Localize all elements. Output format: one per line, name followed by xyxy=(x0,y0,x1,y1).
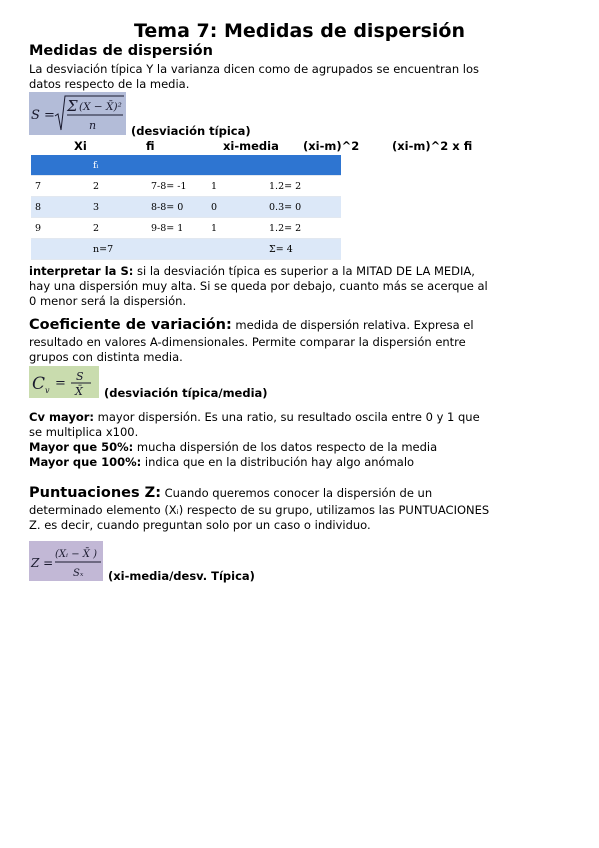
formula-label-cv: (desviación típica/media) xyxy=(104,386,268,400)
cv-formula-image xyxy=(29,366,99,398)
std-deviation-formula-image xyxy=(29,92,126,135)
table-cell: 3 xyxy=(89,197,147,218)
formula-label-std-deviation: (desviación típica) xyxy=(131,124,251,138)
z-scores-paragraph xyxy=(29,486,432,502)
table-cell: 2 xyxy=(89,176,147,197)
cv-greater-label: Cv mayor: xyxy=(29,410,94,424)
table-cell: 2 xyxy=(89,218,147,239)
table-cell: 1.2= 2 xyxy=(265,176,341,197)
table-row xyxy=(31,218,341,239)
table-header-row xyxy=(31,155,341,176)
interpretation-paragraph xyxy=(29,264,475,280)
svg-text:S: S xyxy=(76,370,84,383)
table-cell xyxy=(147,155,207,176)
z-formula-image xyxy=(29,541,103,581)
paragraph-line: 0 menor será la dispersión. xyxy=(29,294,187,308)
column-label-xi: Xi xyxy=(74,139,87,153)
section-heading-dispersion: Medidas de dispersión xyxy=(29,43,213,59)
table-cell: 7-8= -1 xyxy=(147,176,207,197)
table-cell: fᵢ xyxy=(89,155,147,176)
svg-text:S =: S = xyxy=(31,108,55,123)
paragraph-text: si la desviación típica es superior a la MITAD DE LA MEDIA, xyxy=(133,264,475,278)
svg-text:Σ: Σ xyxy=(67,97,78,115)
svg-text:(X − X̄)²: (X − X̄)² xyxy=(79,101,122,113)
column-label-fi: fi xyxy=(146,139,155,153)
paragraph-text: indica que en la distribución hay algo anómalo xyxy=(141,455,415,469)
svg-text:(Xᵢ − X̄ ): (Xᵢ − X̄ ) xyxy=(55,549,97,560)
table-cell: 0.3= 0 xyxy=(265,197,341,218)
paragraph-text: mayor dispersión. Es una ratio, su resultado oscila entre 0 y 1 que xyxy=(94,410,480,424)
paragraph-line: hay una dispersión muy alta. Si se queda por debajo, cuanto más se acerque al xyxy=(29,279,488,293)
svg-text:X̄: X̄ xyxy=(75,385,83,398)
paragraph-line: se multiplica x100. xyxy=(29,425,139,439)
table-cell xyxy=(265,155,341,176)
cv-intro-paragraph xyxy=(29,318,474,334)
frequency-table xyxy=(31,155,341,260)
table-cell: 8 xyxy=(31,197,89,218)
column-label-xi-m-squared: (xi-m)^2 xyxy=(303,139,360,153)
paragraph-line: La desviación típica Y la varianza dicen como de agrupados se encuentran los xyxy=(29,62,479,76)
page-title: Tema 7: Medidas de dispersión xyxy=(133,20,466,42)
paragraph-line: resultado en valores A-dimensionales. Permite comparar la dispersión entre xyxy=(29,335,466,349)
table-cell: 9 xyxy=(31,218,89,239)
column-label-xi-m-squared-fi: (xi-m)^2 x fi xyxy=(392,139,473,153)
table-cell: Σ= 4 xyxy=(265,239,341,260)
table-cell: 9-8= 1 xyxy=(147,218,207,239)
paragraph-line: grupos con distinta media. xyxy=(29,350,183,364)
paragraph-text: medida de dispersión relativa. Expresa el xyxy=(231,318,474,332)
cv-over-100-label: Mayor que 100%: xyxy=(29,455,142,469)
cv-formula-graphic xyxy=(29,366,99,398)
table-cell: 1 xyxy=(207,176,265,197)
svg-text:Z =: Z = xyxy=(31,556,54,570)
cv-greater-line xyxy=(29,410,480,426)
table-cell xyxy=(147,239,207,260)
table-cell: 8-8= 0 xyxy=(147,197,207,218)
table-row xyxy=(31,239,341,260)
svg-text:Sₓ: Sₓ xyxy=(73,568,84,579)
cv-over-50-line xyxy=(29,440,437,456)
table-row xyxy=(31,197,341,218)
table-cell xyxy=(31,239,89,260)
table-cell: 7 xyxy=(31,176,89,197)
std-deviation-formula-graphic xyxy=(29,92,126,135)
svg-text:C: C xyxy=(32,374,46,394)
paragraph-line: datos respecto de la media. xyxy=(29,77,190,91)
svg-text:n: n xyxy=(89,119,97,132)
paragraph-line: Z. es decir, cuando preguntan solo por un caso o individuo. xyxy=(29,518,371,532)
section-heading-z-scores: Puntuaciones Z: xyxy=(29,485,161,501)
paragraph-text: mucha dispersión de los datos respecto de la media xyxy=(133,440,438,454)
table-cell: n=7 xyxy=(89,239,147,260)
paragraph-line: determinado elemento (Xᵢ) respecto de su grupo, utilizamos las PUNTUACIONES xyxy=(29,503,490,517)
section-heading-cv: Coeficiente de variación: xyxy=(29,317,232,333)
column-label-xi-media: xi-media xyxy=(223,139,279,153)
table-cell xyxy=(207,239,265,260)
z-formula-graphic xyxy=(29,541,103,581)
cv-over-50-label: Mayor que 50%: xyxy=(29,440,134,454)
table-row xyxy=(31,176,341,197)
paragraph-text: Cuando queremos conocer la dispersión de un xyxy=(161,486,433,500)
table-cell: 0 xyxy=(207,197,265,218)
table-cell xyxy=(207,155,265,176)
table-cell xyxy=(31,155,89,176)
svg-text:v: v xyxy=(45,386,50,395)
formula-label-z: (xi-media/desv. Típica) xyxy=(108,569,255,583)
interpretation-label: interpretar la S: xyxy=(29,264,134,278)
svg-text:=: = xyxy=(55,376,66,391)
cv-over-100-line xyxy=(29,455,414,471)
table-cell: 1.2= 2 xyxy=(265,218,341,239)
table-cell: 1 xyxy=(207,218,265,239)
